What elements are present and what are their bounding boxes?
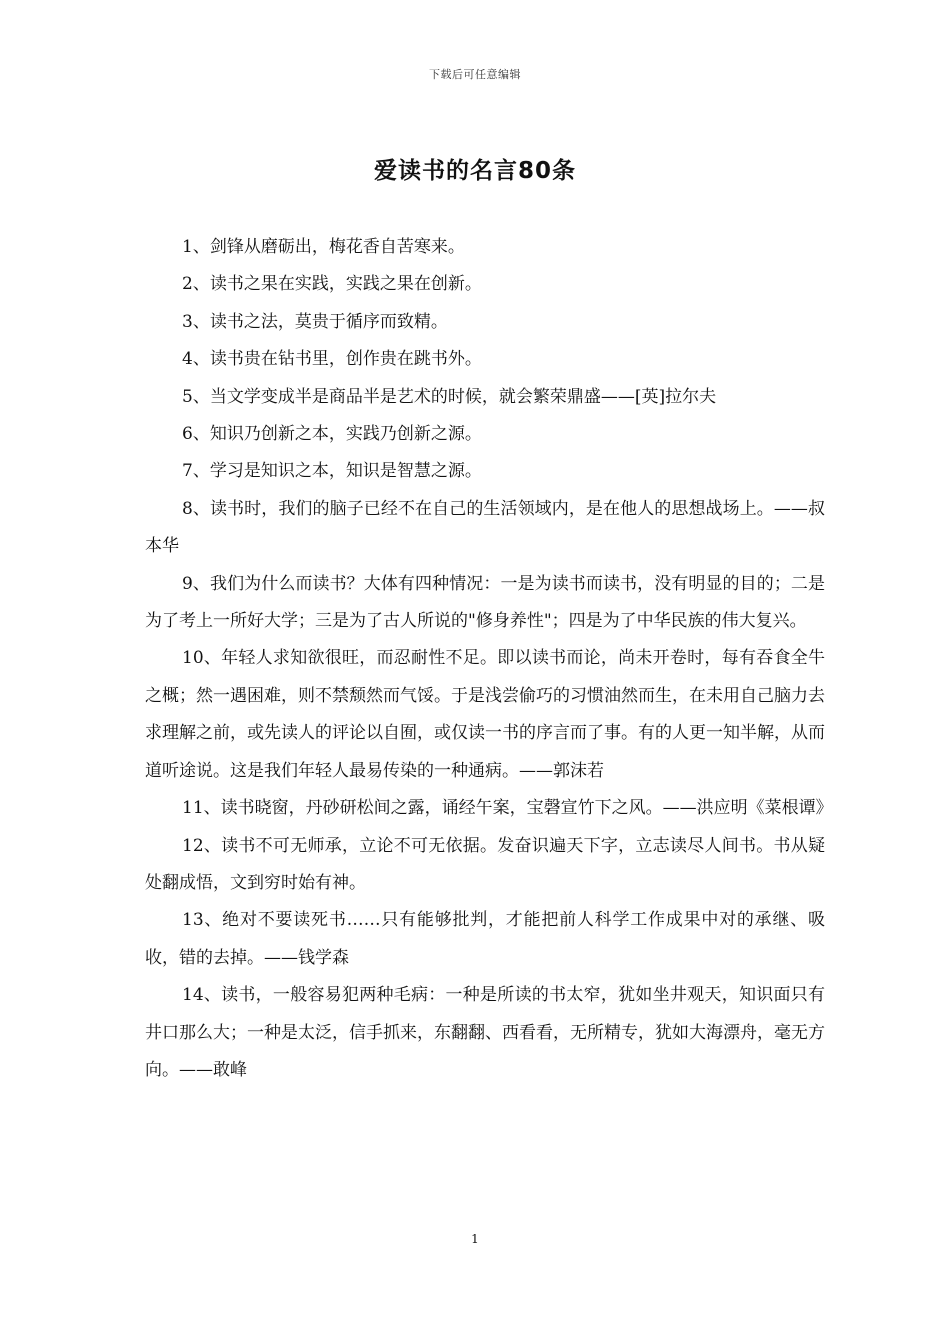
quote-entry-1: 1、剑锋从磨砺出，梅花香自苦寒来。: [182, 237, 465, 257]
document-title: 爱读书的名言80条: [373, 158, 576, 184]
quote-entry-5: 5、当文学变成半是商品半是艺术的时候，就会繁荣鼎盛——[英]拉尔夫: [182, 386, 717, 407]
quote-entry-14: 14、读书，一般容易犯两种毛病：一种是所读的书太窄，犹如坐井观天，知识面只有井口那么大；一种是太泛，信手抓来，东翻翻、西看看，无所精专，犹如大海漂舟，毫无方向。——敢峰: [145, 985, 825, 1080]
header-note: 下载后可任意编辑: [429, 68, 521, 81]
page-number: 1: [471, 1232, 479, 1246]
document-body: [145, 229, 833, 1089]
quote-entry-4: 4、读书贵在钻书里，创作贵在跳书外。: [182, 349, 482, 370]
quote-entry-8: 8、读书时，我们的脑子已经不在自己的生活领域内，是在他人的思想战场上。——叔本华: [145, 498, 825, 557]
quote-entry-13: 13、绝对不要读死书……只有能够批判，才能把前人科学工作成果中对的承继、吸收，错的去掉。——钱学森: [145, 910, 825, 968]
quote-entry-3: 3、读书之法，莫贵于循序而致精。: [182, 311, 448, 332]
quote-entry-6: 6、知识乃创新之本，实践乃创新之源。: [182, 424, 482, 445]
quote-entry-12: 12、读书不可无师承，立论不可无依据。发奋识遍天下字，立志读尽人间书。书从疑处翻成悟，文到穷时始有神。: [145, 835, 825, 893]
quote-entry-10: 10、年轻人求知欲很旺，而忍耐性不足。即以读书而论，尚未开卷时，每有吞食全牛之概；然一遇困难，则不禁颓然而气馁。于是浅尝偷巧的习惯油然而生，在未用自己脑力去求理解之前，或先读人的评论以自囿，或仅读一书的序言而了事。有的人更一知半解，从而道听途说。这是我们年轻人最易传染的一种通病。——郭沫若: [145, 648, 825, 781]
quote-entry-7: 7、学习是知识之本，知识是智慧之源。: [182, 461, 482, 482]
quote-entry-2: 2、读书之果在实践，实践之果在创新。: [182, 274, 482, 295]
quote-entry-11: 11、读书晓窗，丹砂研松间之露，诵经午案，宝磬宣竹下之风。——洪应明《菜根谭》: [182, 798, 833, 819]
quote-entry-9: 9、我们为什么而读书？大体有四种情况：一是为读书而读书，没有明显的目的；二是为了考上一所好大学；三是为了古人所说的"修身养性"；四是为了中华民族的伟大复兴。: [145, 573, 825, 632]
